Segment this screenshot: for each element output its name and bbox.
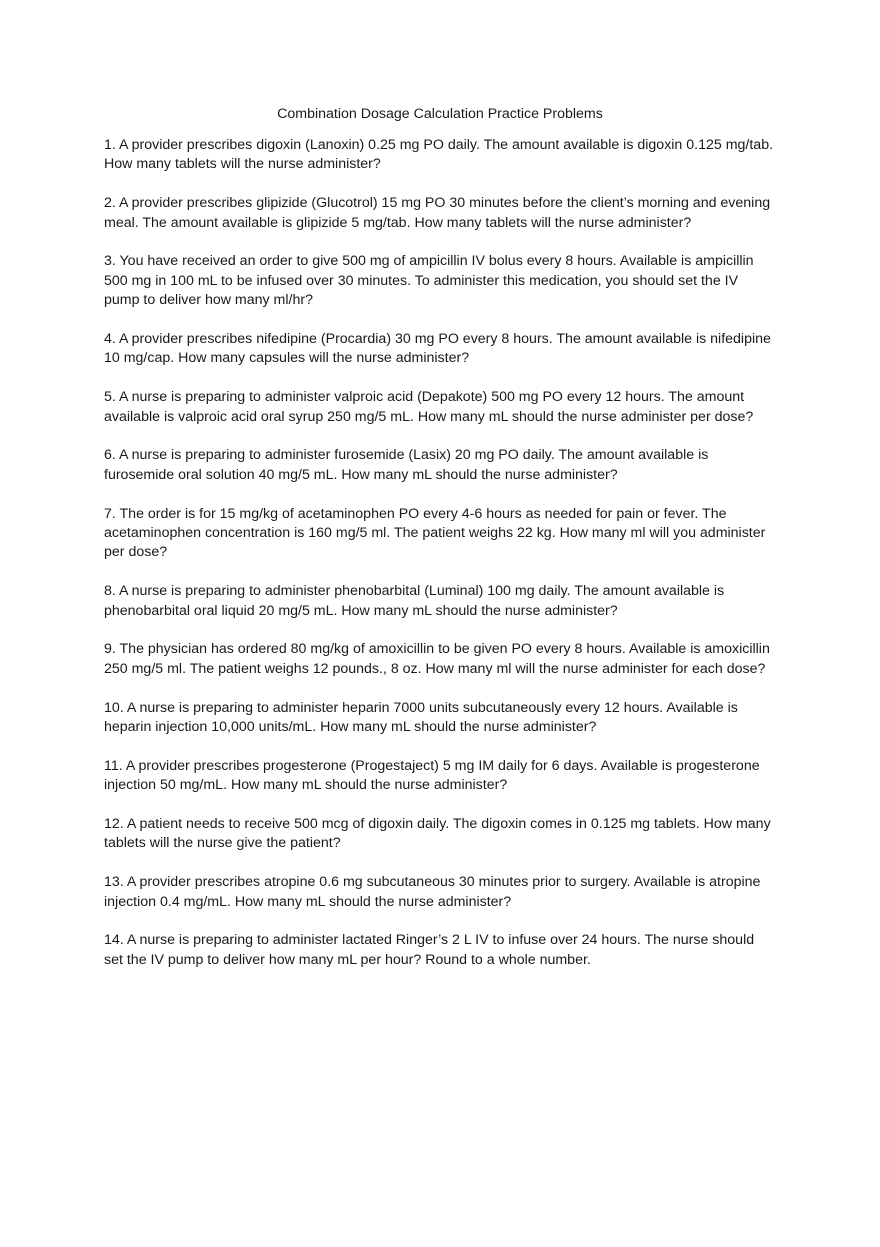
problem-item: 11. A provider prescribes progesterone (Progestaject) 5 mg IM daily for 6 days. Available is progesterone injection 50 mg/mL. How many mL should the nurse administer?: [104, 757, 760, 794]
problem-list: [104, 136, 776, 990]
page-title: Combination Dosage Calculation Practice Problems: [277, 106, 603, 122]
problem-item: 5. A nurse is preparing to administer valproic acid (Depakote) 500 mg PO every 12 hours. The amount available is valproic acid oral syrup 250 mg/5 mL. How many mL should the nurse administer per dose?: [104, 389, 754, 425]
problem-item: 1. A provider prescribes digoxin (Lanoxin) 0.25 mg PO daily. The amount available is digoxin 0.125 mg/tab. How many tablets will the nurse administer?: [104, 137, 774, 173]
problem-item: 4. A provider prescribes nifedipine (Procardia) 30 mg PO every 8 hours. The amount available is nifedipine 10 mg/cap. How many capsules will the nurse administer?: [104, 331, 771, 367]
problem-item: 8. A nurse is preparing to administer phenobarbital (Luminal) 100 mg daily. The amount available is phenobarbital oral liquid 20 mg/5 mL. How many mL should the nurse administer?: [104, 583, 725, 619]
problem-item: 2. A provider prescribes glipizide (Glucotrol) 15 mg PO 30 minutes before the client’s morning and evening meal. The amount available is glipizide 5 mg/tab. How many tablets will the nurse administer?: [104, 195, 771, 231]
problem-item: 6. A nurse is preparing to administer furosemide (Lasix) 20 mg PO daily. The amount available is furosemide oral solution 40 mg/5 mL. How many mL should the nurse administer?: [104, 447, 709, 483]
problem-item: 14. A nurse is preparing to administer lactated Ringer’s 2 L IV to infuse over 24 hours. The nurse should set the IV pump to deliver how many mL per hour? Round to a whole number.: [104, 932, 755, 968]
problem-item: 9. The physician has ordered 80 mg/kg of amoxicillin to be given PO every 8 hours. Available is amoxicillin 250 mg/5 ml. The patient weighs 12 pounds., 8 oz. How many ml will the nurse administer for each dose?: [104, 641, 770, 677]
problem-item: 12. A patient needs to receive 500 mcg of digoxin daily. The digoxin comes in 0.125 mg tablets. How many tablets will the nurse give the patient?: [104, 816, 771, 852]
problem-item: 7. The order is for 15 mg/kg of acetaminophen PO every 4-6 hours as needed for pain or fever. The acetaminophen concentration is 160 mg/5 ml. The patient weighs 22 kg. How many ml will you administer per dose?: [104, 505, 766, 561]
problem-item: 3. You have received an order to give 500 mg of ampicillin IV bolus every 8 hours. Available is ampicillin 500 mg in 100 mL to be infused over 30 minutes. To administer this medication, you should set the IV pump to deliver how many ml/hr?: [104, 253, 754, 309]
problem-item: 13. A provider prescribes atropine 0.6 mg subcutaneous 30 minutes prior to surgery. Available is atropine injection 0.4 mg/mL. How many mL should the nurse administer?: [104, 874, 761, 910]
problem-item: 10. A nurse is preparing to administer heparin 7000 units subcutaneously every 12 hours. Available is heparin injection 10,000 units/mL. How many mL should the nurse administer?: [104, 699, 738, 736]
